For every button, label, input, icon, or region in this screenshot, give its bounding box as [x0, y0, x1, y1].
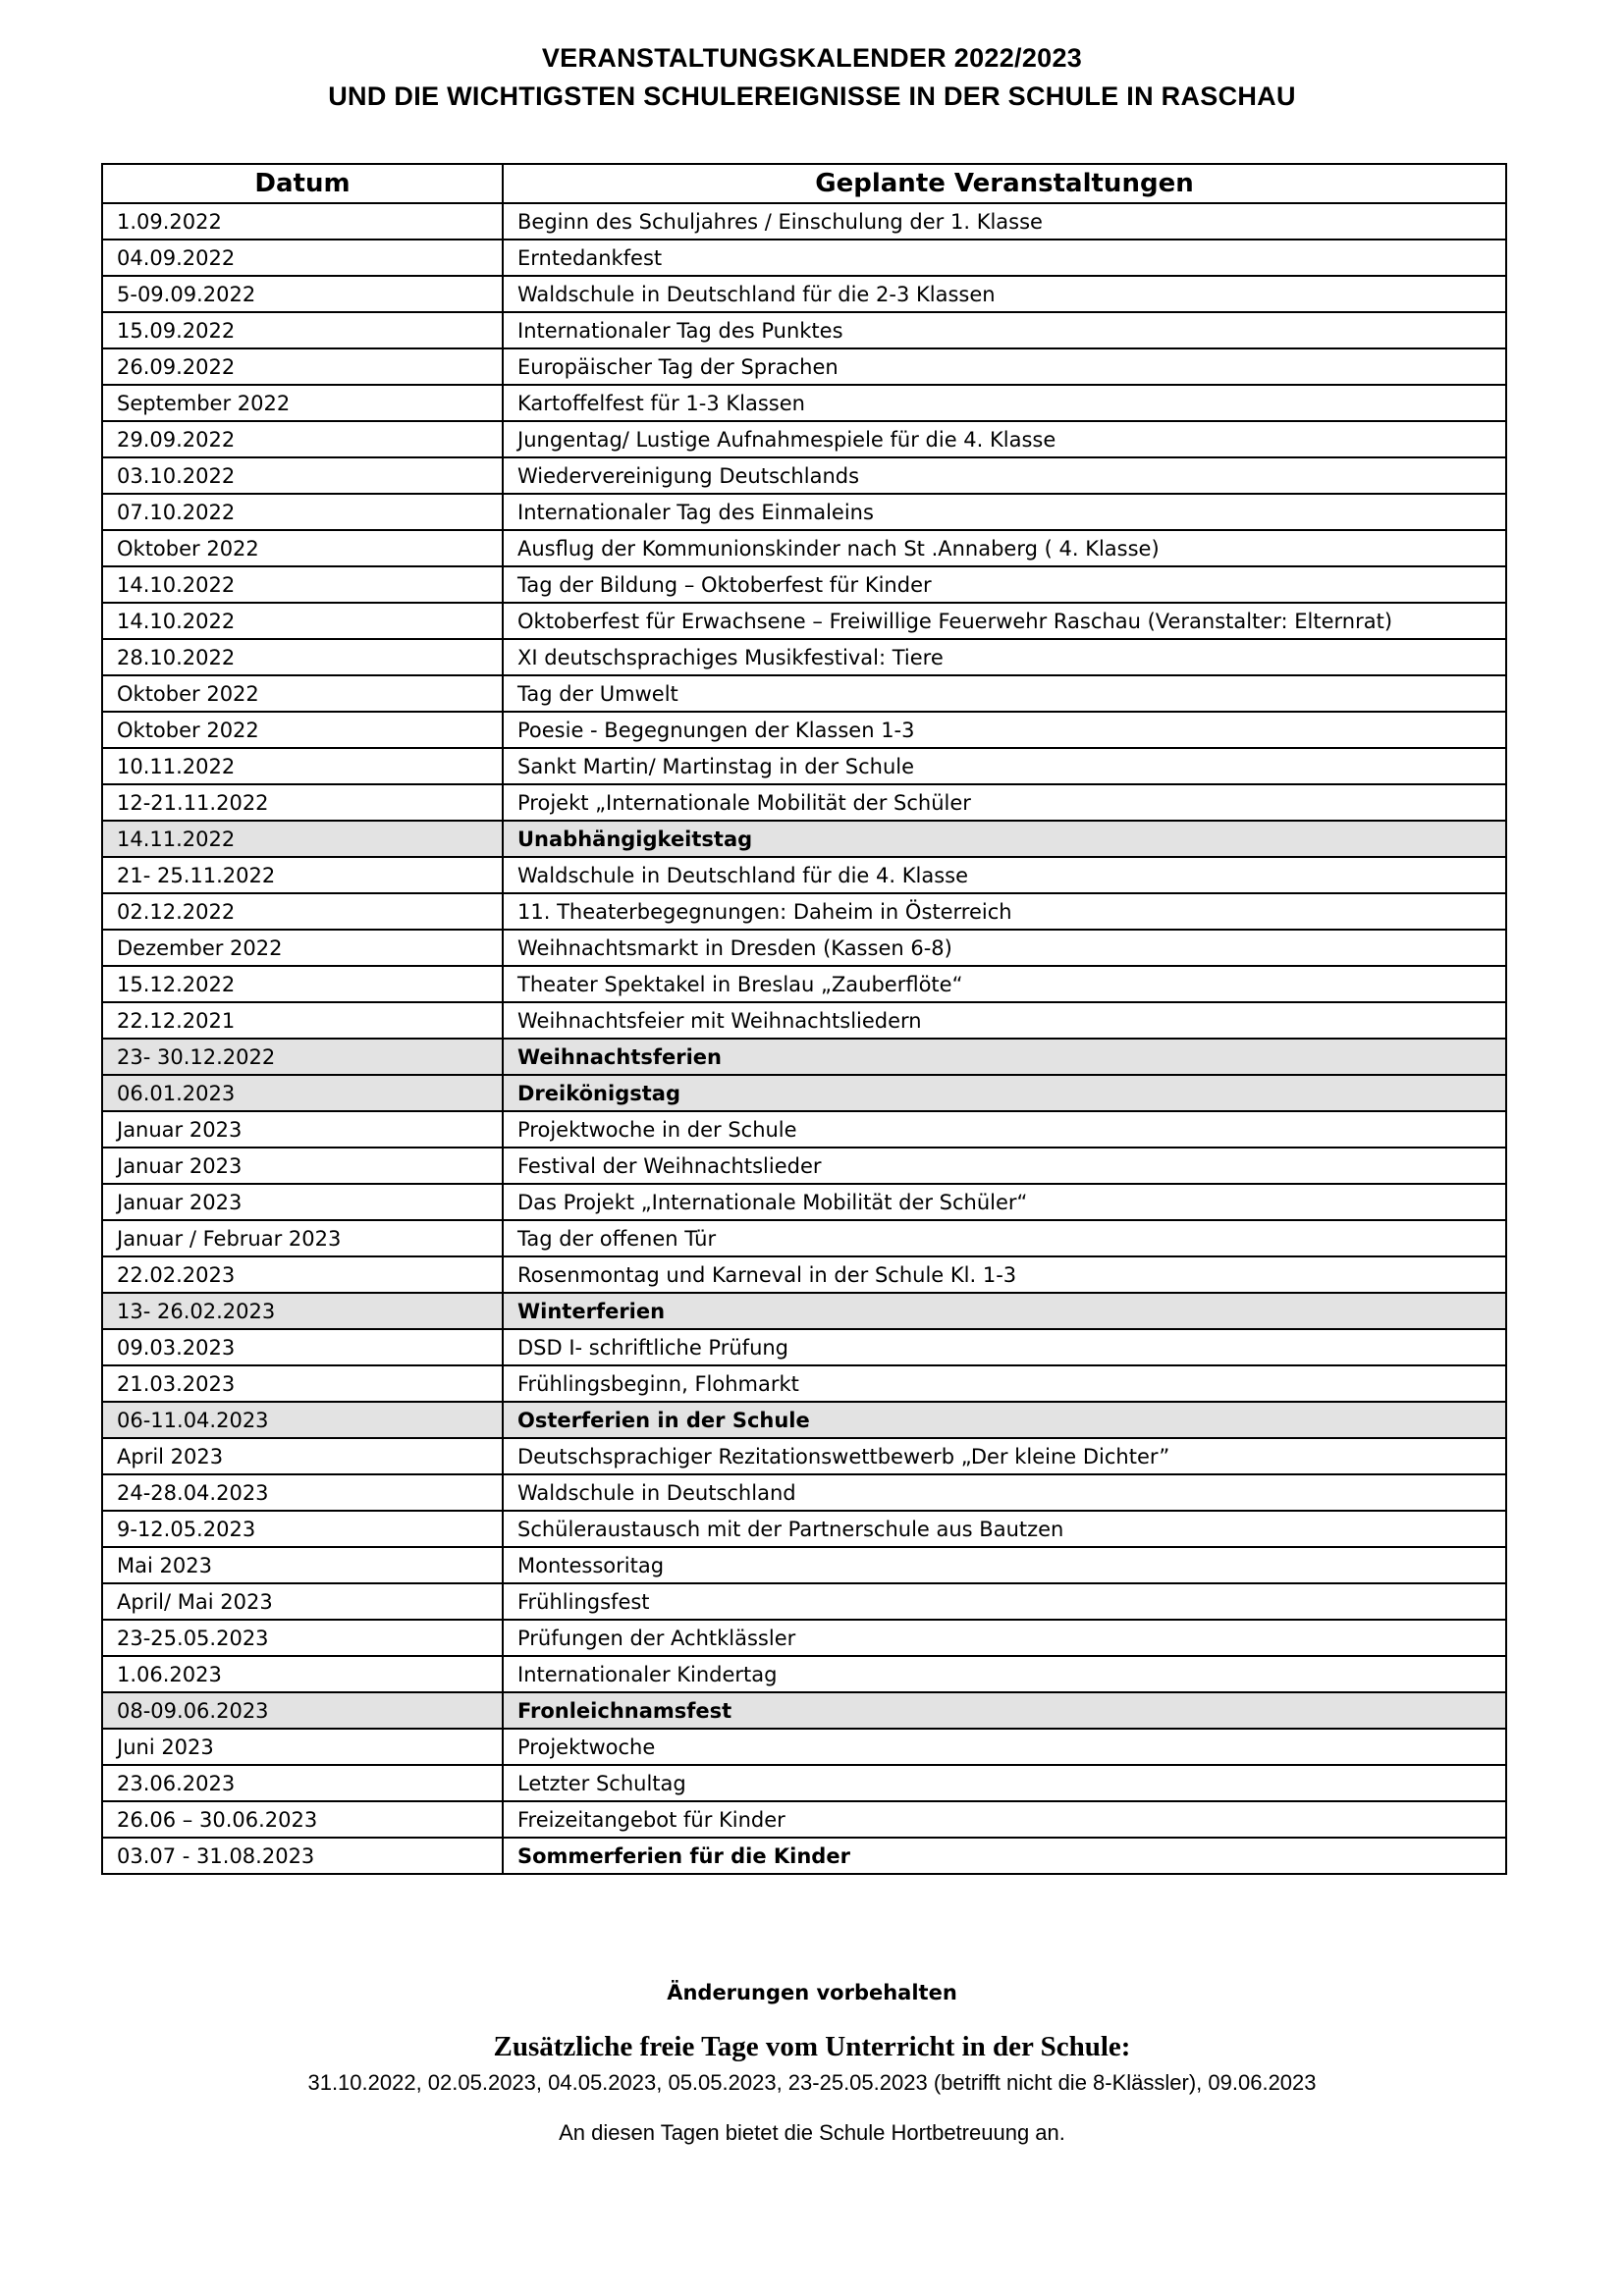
- row-event: Ausflug der Kommunionskinder nach St .Annaberg ( 4. Klasse): [503, 530, 1506, 566]
- row-event: Frühlingsbeginn, Flohmarkt: [503, 1365, 1506, 1402]
- row-date: 21.03.2023: [102, 1365, 503, 1402]
- row-event: Sankt Martin/ Martinstag in der Schule: [503, 748, 1506, 784]
- row-date: September 2022: [102, 385, 503, 421]
- row-event: Projektwoche: [503, 1729, 1506, 1765]
- row-date: 5-09.09.2022: [102, 276, 503, 312]
- table-row: [102, 1656, 1506, 1692]
- table-row: [102, 1438, 1506, 1474]
- row-date: 1.06.2023: [102, 1656, 503, 1692]
- row-date: 12-21.11.2022: [102, 784, 503, 821]
- row-event: 11. Theaterbegegnungen: Daheim in Österreich: [503, 893, 1506, 930]
- row-date: Oktober 2022: [102, 712, 503, 748]
- row-event: Oktoberfest für Erwachsene – Freiwillige Feuerwehr Raschau (Veranstalter: Elternrat): [503, 603, 1506, 639]
- row-event: Prüfungen der Achtklässler: [503, 1620, 1506, 1656]
- row-event: Freizeitangebot für Kinder: [503, 1801, 1506, 1838]
- table-row: [102, 1583, 1506, 1620]
- row-date: 26.09.2022: [102, 348, 503, 385]
- table-body: [102, 203, 1506, 1874]
- table-row: [102, 1692, 1506, 1729]
- table-row: [102, 930, 1506, 966]
- table-row: [102, 203, 1506, 240]
- row-date: 23- 30.12.2022: [102, 1039, 503, 1075]
- row-event: Schüleraustausch mit der Partnerschule aus Bautzen: [503, 1511, 1506, 1547]
- row-date: Januar / Februar 2023: [102, 1220, 503, 1256]
- row-date: Oktober 2022: [102, 675, 503, 712]
- table-row: [102, 748, 1506, 784]
- row-event: Beginn des Schuljahres / Einschulung der 1. Klasse: [503, 203, 1506, 240]
- row-event: Projektwoche in der Schule: [503, 1111, 1506, 1148]
- table-row: [102, 1039, 1506, 1075]
- extra-days-list: 31.10.2022, 02.05.2023, 04.05.2023, 05.05.2023, 23-25.05.2023 (betrifft nicht die 8-Klässler), 09.06.2023: [307, 2070, 1317, 2095]
- row-date: 02.12.2022: [102, 893, 503, 930]
- row-event: Waldschule in Deutschland: [503, 1474, 1506, 1511]
- row-event: Internationaler Tag des Einmaleins: [503, 494, 1506, 530]
- row-event: Winterferien: [503, 1293, 1506, 1329]
- row-event: Dreikönigstag: [503, 1075, 1506, 1111]
- row-date: April 2023: [102, 1438, 503, 1474]
- row-date: 24-28.04.2023: [102, 1474, 503, 1511]
- hort-note: An diesen Tagen bietet die Schule Hortbetreuung an.: [559, 2120, 1065, 2145]
- row-date: 13- 26.02.2023: [102, 1293, 503, 1329]
- row-event: Tag der Umwelt: [503, 675, 1506, 712]
- row-date: 22.12.2021: [102, 1002, 503, 1039]
- table-row: [102, 1148, 1506, 1184]
- table-row: [102, 966, 1506, 1002]
- row-event: Letzter Schultag: [503, 1765, 1506, 1801]
- row-date: 14.10.2022: [102, 566, 503, 603]
- table-row: [102, 312, 1506, 348]
- table-row: [102, 1111, 1506, 1148]
- row-event: Projekt „Internationale Mobilität der Schüler: [503, 784, 1506, 821]
- table-row: [102, 421, 1506, 457]
- row-event: Festival der Weihnachtslieder: [503, 1148, 1506, 1184]
- table-row: [102, 348, 1506, 385]
- row-event: Waldschule in Deutschland für die 4. Klasse: [503, 857, 1506, 893]
- document-subtitle: UND DIE WICHTIGSTEN SCHULEREIGNISSE IN DER SCHULE IN RASCHAU: [328, 81, 1296, 111]
- table-row: [102, 1547, 1506, 1583]
- table-row: [102, 1729, 1506, 1765]
- row-date: 22.02.2023: [102, 1256, 503, 1293]
- row-event: Waldschule in Deutschland für die 2-3 Klassen: [503, 276, 1506, 312]
- table-row: [102, 1801, 1506, 1838]
- row-event: Weihnachtsferien: [503, 1039, 1506, 1075]
- row-event: Deutschsprachiger Rezitationswettbewerb „Der kleine Dichter”: [503, 1438, 1506, 1474]
- row-event: Weihnachtsmarkt in Dresden (Kassen 6-8): [503, 930, 1506, 966]
- row-date: 07.10.2022: [102, 494, 503, 530]
- table-row: [102, 639, 1506, 675]
- row-event: Jungentag/ Lustige Aufnahmespiele für die 4. Klasse: [503, 421, 1506, 457]
- row-date: 03.10.2022: [102, 457, 503, 494]
- table-row: [102, 240, 1506, 276]
- row-event: DSD I- schriftliche Prüfung: [503, 1329, 1506, 1365]
- document-title: VERANSTALTUNGSKALENDER 2022/2023: [541, 43, 1083, 73]
- row-date: 08-09.06.2023: [102, 1692, 503, 1729]
- row-event: Tag der Bildung – Oktoberfest für Kinder: [503, 566, 1506, 603]
- table-row: [102, 1838, 1506, 1874]
- row-date: 09.03.2023: [102, 1329, 503, 1365]
- row-event: Wiedervereinigung Deutschlands: [503, 457, 1506, 494]
- table-row: [102, 1220, 1506, 1256]
- table-row: [102, 1511, 1506, 1547]
- table-row: [102, 494, 1506, 530]
- table-header-row: [102, 164, 1506, 203]
- table-row: [102, 1002, 1506, 1039]
- row-date: April/ Mai 2023: [102, 1583, 503, 1620]
- row-date: 14.10.2022: [102, 603, 503, 639]
- row-event: Montessoritag: [503, 1547, 1506, 1583]
- table-row: [102, 1765, 1506, 1801]
- row-event: Weihnachtsfeier mit Weihnachtsliedern: [503, 1002, 1506, 1039]
- table-row: [102, 530, 1506, 566]
- row-date: 1.09.2022: [102, 203, 503, 240]
- row-event: Europäischer Tag der Sprachen: [503, 348, 1506, 385]
- column-header-date: Datum: [102, 164, 503, 203]
- row-date: 10.11.2022: [102, 748, 503, 784]
- table-row: [102, 712, 1506, 748]
- table-row: [102, 1620, 1506, 1656]
- row-date: 9-12.05.2023: [102, 1511, 503, 1547]
- row-date: Januar 2023: [102, 1148, 503, 1184]
- table-row: [102, 821, 1506, 857]
- table-row: [102, 1293, 1506, 1329]
- row-date: Januar 2023: [102, 1111, 503, 1148]
- row-date: 15.09.2022: [102, 312, 503, 348]
- row-date: 26.06 – 30.06.2023: [102, 1801, 503, 1838]
- row-date: 23.06.2023: [102, 1765, 503, 1801]
- row-date: Juni 2023: [102, 1729, 503, 1765]
- row-event: Internationaler Kindertag: [503, 1656, 1506, 1692]
- table-row: [102, 1184, 1506, 1220]
- row-event: Osterferien in der Schule: [503, 1402, 1506, 1438]
- row-date: 21- 25.11.2022: [102, 857, 503, 893]
- row-date: 06-11.04.2023: [102, 1402, 503, 1438]
- row-date: Dezember 2022: [102, 930, 503, 966]
- extra-days-title: Zusätzliche freie Tage vom Unterricht in der Schule:: [493, 2031, 1131, 2062]
- row-event: Frühlingsfest: [503, 1583, 1506, 1620]
- table-row: [102, 385, 1506, 421]
- row-date: Januar 2023: [102, 1184, 503, 1220]
- row-event: Poesie - Begegnungen der Klassen 1-3: [503, 712, 1506, 748]
- row-event: Internationaler Tag des Punktes: [503, 312, 1506, 348]
- row-event: Erntedankfest: [503, 240, 1506, 276]
- row-event: Das Projekt „Internationale Mobilität der Schüler“: [503, 1184, 1506, 1220]
- row-event: Unabhängigkeitstag: [503, 821, 1506, 857]
- table-row: [102, 893, 1506, 930]
- row-event: XI deutschsprachiges Musikfestival: Tiere: [503, 639, 1506, 675]
- row-event: Tag der offenen Tür: [503, 1220, 1506, 1256]
- row-date: 28.10.2022: [102, 639, 503, 675]
- table-row: [102, 276, 1506, 312]
- table-row: [102, 457, 1506, 494]
- row-date: 14.11.2022: [102, 821, 503, 857]
- row-event: Kartoffelfest für 1-3 Klassen: [503, 385, 1506, 421]
- table-row: [102, 1474, 1506, 1511]
- table-row: [102, 1075, 1506, 1111]
- event-calendar-table: [101, 163, 1507, 1875]
- row-event: Theater Spektakel in Breslau „Zauberflöte“: [503, 966, 1506, 1002]
- table-row: [102, 1365, 1506, 1402]
- table-row: [102, 566, 1506, 603]
- row-event: Sommerferien für die Kinder: [503, 1838, 1506, 1874]
- row-date: 06.01.2023: [102, 1075, 503, 1111]
- table-row: [102, 675, 1506, 712]
- table-row: [102, 1329, 1506, 1365]
- row-date: 23-25.05.2023: [102, 1620, 503, 1656]
- table-row: [102, 784, 1506, 821]
- row-event: Fronleichnamsfest: [503, 1692, 1506, 1729]
- table-row: [102, 603, 1506, 639]
- row-date: Mai 2023: [102, 1547, 503, 1583]
- column-header-events: Geplante Veranstaltungen: [503, 164, 1506, 203]
- table-row: [102, 1402, 1506, 1438]
- row-date: Oktober 2022: [102, 530, 503, 566]
- changes-note: Änderungen vorbehalten: [667, 1981, 957, 2004]
- row-date: 15.12.2022: [102, 966, 503, 1002]
- row-event: Rosenmontag und Karneval in der Schule Kl. 1-3: [503, 1256, 1506, 1293]
- row-date: 03.07 - 31.08.2023: [102, 1838, 503, 1874]
- table-row: [102, 857, 1506, 893]
- row-date: 04.09.2022: [102, 240, 503, 276]
- table-row: [102, 1256, 1506, 1293]
- row-date: 29.09.2022: [102, 421, 503, 457]
